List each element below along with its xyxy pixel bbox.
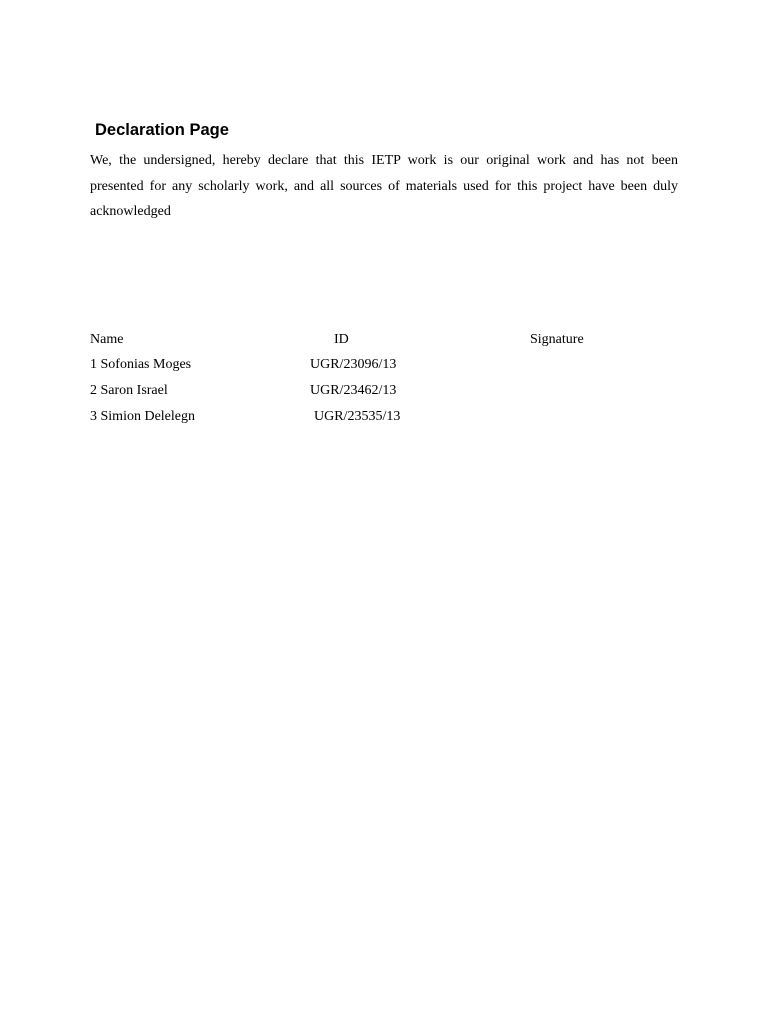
declaration-line-1: We, the undersigned, hereby declare that this IETP work is our original work and has not been	[90, 153, 678, 168]
member-name: 3 Simion Delelegn	[90, 409, 195, 424]
declaration-paragraph	[90, 148, 678, 225]
column-header-signature: Signature	[530, 332, 584, 347]
member-name: 2 Saron Israel	[90, 383, 168, 398]
column-header-id: ID	[334, 332, 349, 347]
column-header-name: Name	[90, 332, 124, 347]
member-id: UGR/23462/13	[310, 383, 397, 398]
declaration-line-2: presented for any scholarly work, and all sources of materials used for this project have been duly	[90, 178, 678, 194]
member-id: UGR/23096/13	[310, 357, 397, 372]
member-id: UGR/23535/13	[314, 409, 401, 424]
declaration-line-3: acknowledged	[90, 204, 171, 219]
member-name: 1 Sofonias Moges	[90, 357, 192, 372]
page-title: Declaration Page	[95, 121, 229, 139]
